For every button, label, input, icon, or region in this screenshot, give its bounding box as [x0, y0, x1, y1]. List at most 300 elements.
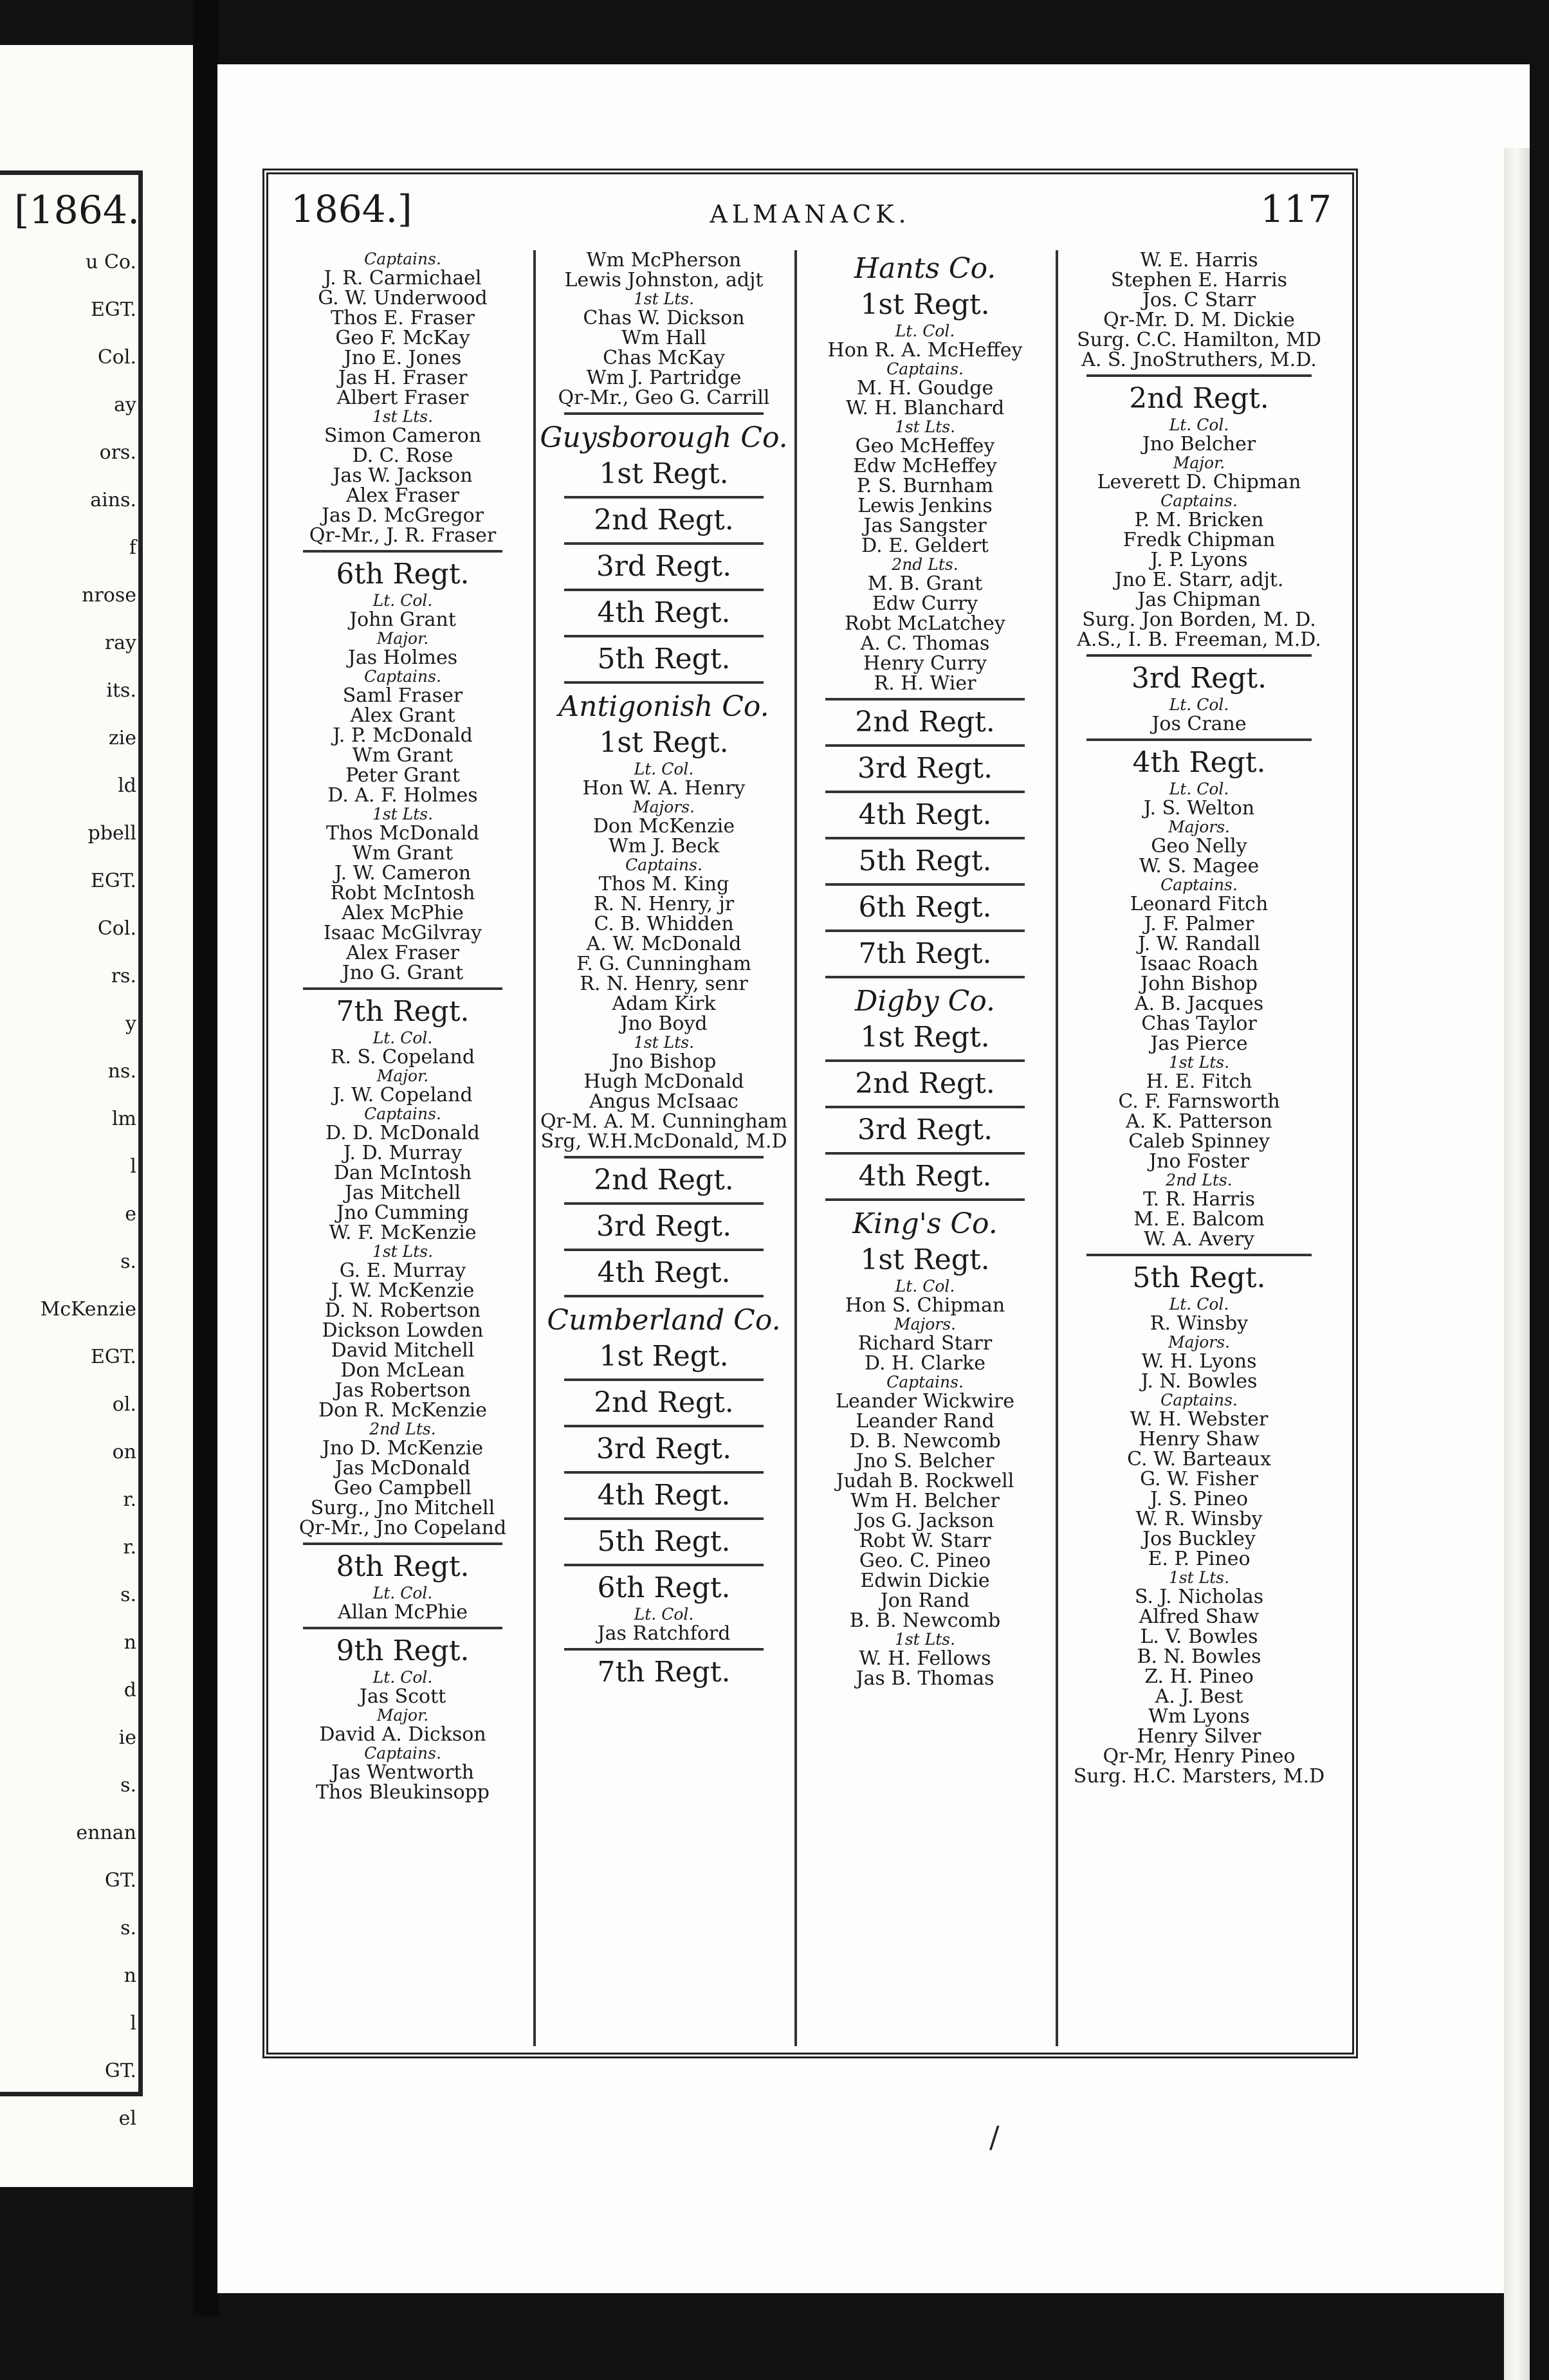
- officer-name: Robt W. Starr: [859, 1530, 991, 1552]
- section-rule: [825, 1152, 1025, 1155]
- officer-name: Jas Holmes: [347, 646, 458, 669]
- officer-name: Jas McDonald: [335, 1457, 471, 1479]
- facing-page-fragment: n: [124, 1631, 136, 1654]
- section-rule: [825, 837, 1025, 839]
- section-rule: [825, 744, 1025, 747]
- officer-name: M. B. Grant: [867, 572, 983, 595]
- officer-name: Jos G. Jackson: [856, 1510, 994, 1532]
- officer-name: Leander Wickwire: [836, 1390, 1014, 1413]
- officer-name: Geo Nelly: [1151, 835, 1247, 857]
- officer-name: Alfred Shaw: [1139, 1606, 1260, 1628]
- officer-name: P. S. Burnham: [856, 475, 994, 497]
- officer-name: David A. Dickson: [319, 1723, 486, 1746]
- facing-page-fragment: Col.: [97, 346, 136, 369]
- page-number: 117: [1260, 187, 1332, 231]
- rank-heading: Major.: [1173, 453, 1225, 472]
- officer-name: Jos Crane: [1151, 713, 1247, 735]
- facing-page-fragment: ie: [118, 1726, 136, 1749]
- rank-heading: Major.: [376, 629, 429, 648]
- facing-page-fragment: r.: [123, 1488, 136, 1511]
- page-frame: [262, 169, 1358, 2058]
- officer-name: Leverett D. Chipman: [1097, 471, 1301, 493]
- officer-name: Srg, W.H.McDonald, M.D: [540, 1130, 787, 1153]
- officer-name: Qr-Mr. D. M. Dickie: [1103, 309, 1295, 331]
- officer-name: Jno Belcher: [1142, 433, 1256, 455]
- regiment-heading: 3rd Regt.: [596, 1210, 732, 1243]
- facing-page-fragment: ld: [118, 774, 136, 797]
- regiment-heading: 2nd Regt.: [855, 706, 995, 738]
- officer-name: Wm Lyons: [1148, 1705, 1250, 1728]
- county-heading: Hants Co.: [854, 252, 996, 285]
- facing-page-fragment: e: [125, 1203, 136, 1225]
- rank-heading: Captains.: [1160, 491, 1238, 510]
- officer-name: Jno E. Jones: [344, 347, 462, 369]
- officer-name: D. D. McDonald: [325, 1122, 480, 1144]
- page-edge: [1504, 148, 1530, 2380]
- facing-page-fragment: l: [130, 1155, 136, 1178]
- facing-page-fragment: rs.: [111, 965, 136, 987]
- officer-name: S. J. Nicholas: [1134, 1586, 1264, 1608]
- officer-name: E. P. Pineo: [1148, 1548, 1251, 1570]
- officer-name: Chas Taylor: [1141, 1012, 1257, 1035]
- officer-name: Jon Rand: [880, 1589, 970, 1612]
- regiment-heading: 7th Regt.: [336, 995, 470, 1028]
- facing-page-fragment: ns.: [107, 1060, 136, 1083]
- regiment-heading: 5th Regt.: [1132, 1261, 1266, 1294]
- regiment-heading: 4th Regt.: [597, 596, 731, 629]
- officer-name: Jno G. Grant: [342, 962, 464, 984]
- officer-name: Lewis Johnston, adjt: [564, 269, 764, 291]
- officer-name: Robt McIntosh: [330, 882, 475, 904]
- regiment-heading: 3rd Regt.: [1131, 662, 1267, 695]
- officer-name: Caleb Spinney: [1128, 1130, 1270, 1153]
- regiment-heading: 7th Regt.: [858, 937, 992, 970]
- section-rule: [564, 589, 764, 591]
- officer-name: Wm McPherson: [586, 250, 742, 271]
- section-rule: [564, 1517, 764, 1520]
- facing-page-fragment: GT.: [104, 2060, 136, 2082]
- officer-name: Geo Campbell: [334, 1477, 472, 1499]
- officer-name: Surg. H.C. Marsters, M.D: [1073, 1765, 1325, 1788]
- officer-name: Alex Grant: [350, 704, 455, 727]
- officer-name: Jas Pierce: [1150, 1032, 1248, 1055]
- rank-heading: 1st Lts.: [372, 805, 434, 823]
- facing-page-fragment: ay: [114, 394, 136, 416]
- regiment-heading: 1st Regt.: [599, 457, 729, 490]
- officer-name: Hon R. A. McHeffey: [827, 339, 1023, 362]
- regiment-heading: 3rd Regt.: [857, 1113, 993, 1146]
- rank-heading: 1st Lts.: [633, 1033, 695, 1052]
- officer-name: Dan McIntosh: [333, 1162, 472, 1184]
- officer-name: Jas Sangster: [863, 515, 987, 537]
- officer-name: W. A. Avery: [1144, 1228, 1254, 1250]
- facing-page-fragment: pbell: [87, 822, 136, 845]
- regiment-heading: 4th Regt.: [858, 798, 992, 831]
- regiment-heading: 4th Regt.: [597, 1256, 731, 1289]
- officer-name: John Grant: [349, 609, 456, 631]
- regiment-heading: 1st Regt.: [860, 1243, 990, 1276]
- officer-name: Edwin Dickie: [860, 1570, 990, 1592]
- officer-name: P. M. Bricken: [1134, 509, 1264, 531]
- rank-heading: Lt. Col.: [1169, 416, 1229, 434]
- officer-name: Jno Boyd: [620, 1012, 708, 1035]
- officer-name: Isaac Roach: [1139, 953, 1258, 975]
- rank-heading: Majors.: [632, 798, 695, 816]
- regiment-heading: 2nd Regt.: [594, 1386, 734, 1419]
- officer-name: Leander Rand: [856, 1410, 994, 1433]
- officer-name: Surg., Jno Mitchell: [310, 1497, 495, 1519]
- officer-name: Robt McLatchey: [845, 612, 1005, 635]
- section-rule: [564, 1202, 764, 1205]
- regiment-heading: 1st Regt.: [860, 1021, 990, 1054]
- regiment-heading: 9th Regt.: [336, 1634, 470, 1667]
- officer-name: Lewis Jenkins: [857, 495, 993, 517]
- facing-page-fragment: ennan: [76, 1822, 136, 1844]
- officer-name: Saml Fraser: [342, 684, 463, 707]
- section-rule: [564, 412, 764, 415]
- officer-name: Hon S. Chipman: [845, 1294, 1005, 1317]
- regiment-heading: 6th Regt.: [597, 1571, 731, 1604]
- officer-name: J. N. Bowles: [1141, 1370, 1258, 1393]
- officer-name: Judah B. Rockwell: [836, 1470, 1014, 1492]
- section-rule: [564, 1295, 764, 1297]
- facing-page-fragment: McKenzie: [40, 1298, 136, 1321]
- rank-heading: Majors.: [894, 1315, 957, 1333]
- header-title: ALMANACK.: [710, 200, 911, 228]
- header-year: 1864.]: [291, 187, 412, 231]
- officer-name: B. B. Newcomb: [849, 1609, 1001, 1632]
- officer-name: W. H. Lyons: [1141, 1350, 1257, 1373]
- officer-name: Dickson Lowden: [322, 1319, 484, 1342]
- officer-name: G. E. Murray: [339, 1259, 466, 1282]
- regiment-heading: 5th Regt.: [597, 643, 731, 675]
- regiment-heading: 2nd Regt.: [594, 504, 734, 536]
- officer-name: W. H. Webster: [1130, 1408, 1269, 1431]
- pencil-mark: /: [989, 2119, 1000, 2154]
- officer-name: Jas Ratchford: [597, 1622, 731, 1645]
- officer-name: H. E. Fitch: [1146, 1070, 1252, 1093]
- section-rule: [564, 1249, 764, 1251]
- officer-name: A. S. JnoStruthers, M.D.: [1081, 349, 1317, 371]
- officer-name: C. B. Whidden: [594, 913, 734, 935]
- section-rule: [303, 987, 502, 990]
- rank-heading: 1st Lts.: [1168, 1568, 1230, 1587]
- officer-name: Jno Bishop: [611, 1050, 717, 1073]
- officer-name: Jas Chipman: [1137, 589, 1261, 611]
- officer-name: Don McKenzie: [592, 815, 735, 838]
- rank-heading: Captains.: [364, 1744, 441, 1762]
- officer-name: M. H. Goudge: [856, 377, 994, 399]
- officer-name: Hugh McDonald: [583, 1070, 744, 1093]
- officer-name: R. N. Henry, senr: [580, 973, 748, 995]
- officer-name: Qr-Mr., Geo G. Carrill: [558, 387, 770, 409]
- regiment-heading: 4th Regt.: [597, 1479, 731, 1512]
- section-rule: [825, 791, 1025, 793]
- officer-name: Z. H. Pineo: [1144, 1665, 1254, 1688]
- rank-heading: Lt. Col.: [1169, 1295, 1229, 1314]
- regiment-heading: 3rd Regt.: [857, 752, 993, 785]
- officer-name: Leonard Fitch: [1130, 893, 1269, 915]
- regiment-heading: 4th Regt.: [1132, 746, 1266, 779]
- column-divider: [1056, 250, 1058, 2046]
- column-divider: [794, 250, 797, 2046]
- officer-name: Jas H. Fraser: [338, 367, 468, 389]
- section-rule: [1086, 738, 1312, 741]
- officer-name: Jas B. Thomas: [856, 1667, 994, 1690]
- rank-heading: 2nd Lts.: [369, 1420, 436, 1438]
- officer-name: D. A. F. Holmes: [327, 784, 478, 807]
- rank-heading: 1st Lts.: [894, 1630, 956, 1649]
- facing-page-fragment: s.: [120, 1917, 136, 1939]
- officer-name: Geo F. McKay: [335, 327, 470, 349]
- rank-heading: 2nd Lts.: [892, 555, 958, 574]
- section-rule: [564, 1471, 764, 1474]
- officer-name: J. P. McDonald: [333, 724, 473, 747]
- officer-name: G. W. Underwood: [318, 287, 488, 309]
- officer-name: Fredk Chipman: [1123, 529, 1276, 551]
- section-rule: [564, 542, 764, 545]
- section-rule: [303, 550, 502, 553]
- officer-name: W. F. McKenzie: [329, 1222, 477, 1244]
- section-rule: [825, 883, 1025, 886]
- officer-name: Richard Starr: [857, 1332, 993, 1355]
- section-rule: [825, 1106, 1025, 1108]
- officer-name: Jas Mitchell: [344, 1182, 461, 1204]
- officer-name: D. H. Clarke: [865, 1352, 985, 1375]
- rank-heading: Captains.: [1160, 875, 1238, 894]
- officer-name: Albert Fraser: [336, 387, 469, 409]
- section-rule: [564, 1425, 764, 1427]
- officer-name: Wm J. Partridge: [586, 367, 742, 389]
- officer-name: Wm Grant: [352, 744, 454, 767]
- officer-name: J. P. Lyons: [1150, 549, 1248, 571]
- regiment-heading: 3rd Regt.: [596, 1433, 732, 1465]
- regiment-heading: 6th Regt.: [336, 558, 470, 590]
- facing-page-fragment: ains.: [90, 489, 136, 511]
- facing-page-fragment: EGT.: [90, 870, 136, 892]
- officer-name: Jas W. Jackson: [333, 464, 473, 487]
- officer-name: Qr-Mr., Jno Copeland: [298, 1517, 507, 1539]
- section-rule: [1086, 654, 1312, 657]
- officer-name: Surg. C.C. Hamilton, MD: [1077, 329, 1321, 351]
- column-1: [277, 250, 528, 2046]
- facing-page-fragment: f: [129, 536, 136, 559]
- rank-heading: Major.: [376, 1066, 429, 1085]
- regiment-heading: 5th Regt.: [597, 1525, 731, 1558]
- facing-page-fragment: y: [125, 1012, 136, 1035]
- officer-name: W. R. Winsby: [1135, 1508, 1263, 1530]
- regiment-heading: 1st Regt.: [860, 288, 990, 321]
- book-gutter: [193, 0, 219, 2316]
- section-rule: [564, 1378, 764, 1381]
- officer-name: Stephen E. Harris: [1110, 269, 1288, 291]
- section-rule: [564, 1156, 764, 1158]
- almanack-page: [217, 64, 1530, 2293]
- officer-name: Edw McHeffey: [853, 455, 997, 477]
- officer-name: Henry Curry: [863, 652, 987, 675]
- officer-name: M. E. Balcom: [1133, 1208, 1265, 1231]
- facing-page-fragment: l: [130, 2012, 136, 2035]
- officer-name: Peter Grant: [345, 764, 460, 787]
- rank-heading: Major.: [376, 1706, 429, 1725]
- rank-heading: Captains.: [1160, 1391, 1238, 1409]
- officer-name: F. G. Cunningham: [576, 953, 751, 975]
- officer-name: J. W. Copeland: [333, 1084, 473, 1106]
- county-heading: Digby Co.: [855, 985, 995, 1018]
- facing-page-fragment: on: [112, 1441, 136, 1463]
- officer-name: Jas Scott: [359, 1685, 446, 1708]
- officer-name: Jno S. Belcher: [856, 1450, 994, 1472]
- officer-name: Jas Wentworth: [331, 1761, 474, 1784]
- county-heading: Cumberland Co.: [547, 1304, 781, 1337]
- officer-name: Wm J. Beck: [608, 835, 720, 857]
- facing-page: [0, 45, 193, 2187]
- officer-name: Jos. C Starr: [1142, 289, 1256, 311]
- regiment-heading: 1st Regt.: [599, 1340, 729, 1373]
- officer-name: Jas Robertson: [335, 1379, 471, 1402]
- regiment-heading: 5th Regt.: [858, 845, 992, 877]
- rank-heading: Captains.: [886, 360, 964, 378]
- officer-name: G. W. Fisher: [1140, 1468, 1258, 1490]
- officer-name: Wm H. Belcher: [850, 1490, 1000, 1512]
- section-rule: [564, 1564, 764, 1566]
- section-rule: [825, 698, 1025, 700]
- running-header: [268, 183, 1352, 261]
- officer-name: Qr-Mr, Henry Pineo: [1103, 1745, 1296, 1768]
- officer-name: C. W. Barteaux: [1127, 1448, 1271, 1470]
- officer-name: D. E. Geldert: [861, 535, 989, 557]
- officer-name: Henry Shaw: [1139, 1428, 1260, 1451]
- officer-name: Jos Buckley: [1142, 1528, 1256, 1550]
- facing-page-fragment: GT.: [104, 1869, 136, 1892]
- officer-name: Thos M. King: [598, 873, 729, 895]
- regiment-heading: 8th Regt.: [336, 1550, 470, 1583]
- officer-name: A. C. Thomas: [860, 632, 990, 655]
- rank-heading: 1st Lts.: [372, 1242, 434, 1261]
- officer-name: J. R. Carmichael: [324, 267, 482, 289]
- section-rule: [825, 1059, 1025, 1062]
- officer-name: Qr-M. A. M. Cunningham: [540, 1110, 788, 1133]
- column-4: [1061, 250, 1337, 2046]
- rank-heading: Majors.: [1168, 1333, 1231, 1351]
- officer-name: C. F. Farnsworth: [1118, 1090, 1280, 1113]
- officer-name: Chas McKay: [603, 347, 725, 369]
- officer-name: D. B. Newcomb: [849, 1430, 1001, 1452]
- officer-name: Chas W. Dickson: [583, 307, 745, 329]
- regiment-heading: 7th Regt.: [597, 1656, 731, 1689]
- facing-page-year: [1864.: [14, 188, 140, 233]
- officer-name: W. S. Magee: [1139, 855, 1260, 877]
- officer-name: J. S. Pineo: [1150, 1488, 1249, 1510]
- facing-page-fragment: EGT.: [90, 298, 136, 321]
- section-rule: [825, 1198, 1025, 1201]
- rank-heading: 1st Lts.: [894, 417, 956, 436]
- rank-heading: Lt. Col.: [1169, 695, 1229, 714]
- officer-name: Geo. C. Pineo: [859, 1550, 991, 1572]
- regiment-heading: 2nd Regt.: [855, 1067, 995, 1100]
- facing-page-fragment: s.: [120, 1250, 136, 1273]
- section-rule: [1086, 1254, 1312, 1256]
- facing-page-fragment: ol.: [112, 1393, 136, 1416]
- rank-heading: Lt. Col.: [1169, 780, 1229, 798]
- rank-heading: Captains.: [364, 1104, 441, 1123]
- officer-name: J. F. Palmer: [1144, 913, 1254, 935]
- officer-name: Thos McDonald: [326, 822, 479, 845]
- rank-heading: Captains.: [886, 1373, 964, 1391]
- officer-name: Alex McPhie: [342, 902, 464, 924]
- officer-name: B. N. Bowles: [1137, 1645, 1261, 1668]
- officer-name: Adam Kirk: [612, 993, 716, 1015]
- officer-name: L. V. Bowles: [1140, 1625, 1258, 1648]
- regiment-heading: 6th Regt.: [858, 891, 992, 924]
- facing-page-fragment: s.: [120, 1774, 136, 1797]
- rank-heading: Lt. Col.: [634, 1605, 694, 1624]
- county-heading: Antigonish Co.: [558, 690, 769, 723]
- officer-name: D. N. Robertson: [324, 1299, 481, 1322]
- rank-heading: 2nd Lts.: [1166, 1171, 1233, 1189]
- officer-name: Angus McIsaac: [589, 1090, 738, 1113]
- officer-name: W. E. Harris: [1140, 250, 1258, 271]
- officer-name: Alex Fraser: [345, 484, 459, 507]
- rank-heading: Lt. Col.: [895, 1277, 955, 1295]
- officer-name: Isaac McGilvray: [323, 922, 482, 944]
- officer-name: John Bishop: [1141, 973, 1258, 995]
- officer-name: Don R. McKenzie: [318, 1399, 487, 1422]
- officer-name: W. H. Fellows: [859, 1647, 991, 1670]
- rank-heading: 1st Lts.: [633, 289, 695, 308]
- officer-name: David Mitchell: [331, 1339, 475, 1362]
- county-heading: Guysborough Co.: [540, 421, 788, 454]
- officer-name: D. C. Rose: [352, 444, 454, 467]
- rank-heading: Majors.: [1168, 818, 1231, 836]
- officer-name: Qr-Mr., J. R. Fraser: [309, 524, 497, 547]
- officer-name: Surg. Jon Borden, M. D.: [1082, 609, 1316, 631]
- officer-name: Thos E. Fraser: [331, 307, 475, 329]
- rank-heading: Lt. Col.: [372, 1029, 433, 1047]
- facing-page-fragment: u Co.: [86, 251, 136, 273]
- rank-heading: Lt. Col.: [372, 1584, 433, 1602]
- regiment-heading: 4th Regt.: [858, 1160, 992, 1193]
- officer-name: Alex Fraser: [345, 942, 459, 964]
- section-rule: [303, 1542, 502, 1545]
- facing-page-fragment: its.: [106, 679, 136, 702]
- regiment-heading: 2nd Regt.: [594, 1164, 734, 1196]
- officer-name: Don McLean: [340, 1359, 465, 1382]
- officer-name: T. R. Harris: [1142, 1188, 1256, 1211]
- officer-name: A. K. Patterson: [1126, 1110, 1272, 1133]
- officer-name: Hon W. A. Henry: [582, 777, 746, 800]
- facing-page-fragment: nrose: [82, 584, 136, 607]
- section-rule: [564, 1648, 764, 1651]
- officer-name: Jno E. Starr, adjt.: [1114, 569, 1284, 591]
- section-rule: [825, 976, 1025, 978]
- county-heading: King's Co.: [852, 1207, 998, 1240]
- column-divider: [533, 250, 536, 2046]
- rank-heading: Lt. Col.: [372, 591, 433, 610]
- regiment-heading: 3rd Regt.: [596, 550, 732, 583]
- officer-name: J. W. Cameron: [334, 862, 472, 884]
- officer-name: Wm Grant: [352, 842, 454, 865]
- facing-page-fragment: el: [118, 2107, 136, 2130]
- facing-page-fragment: s.: [120, 1584, 136, 1606]
- facing-page-fragment: r.: [123, 1536, 136, 1559]
- facing-page-fragment: ray: [104, 632, 136, 654]
- facing-page-fragment: Col.: [97, 917, 136, 940]
- regiment-heading: 1st Regt.: [599, 726, 729, 759]
- rank-heading: Lt. Col.: [895, 322, 955, 340]
- officer-name: J. S. Welton: [1143, 797, 1255, 819]
- officer-name: Thos Bleukinsopp: [316, 1781, 490, 1804]
